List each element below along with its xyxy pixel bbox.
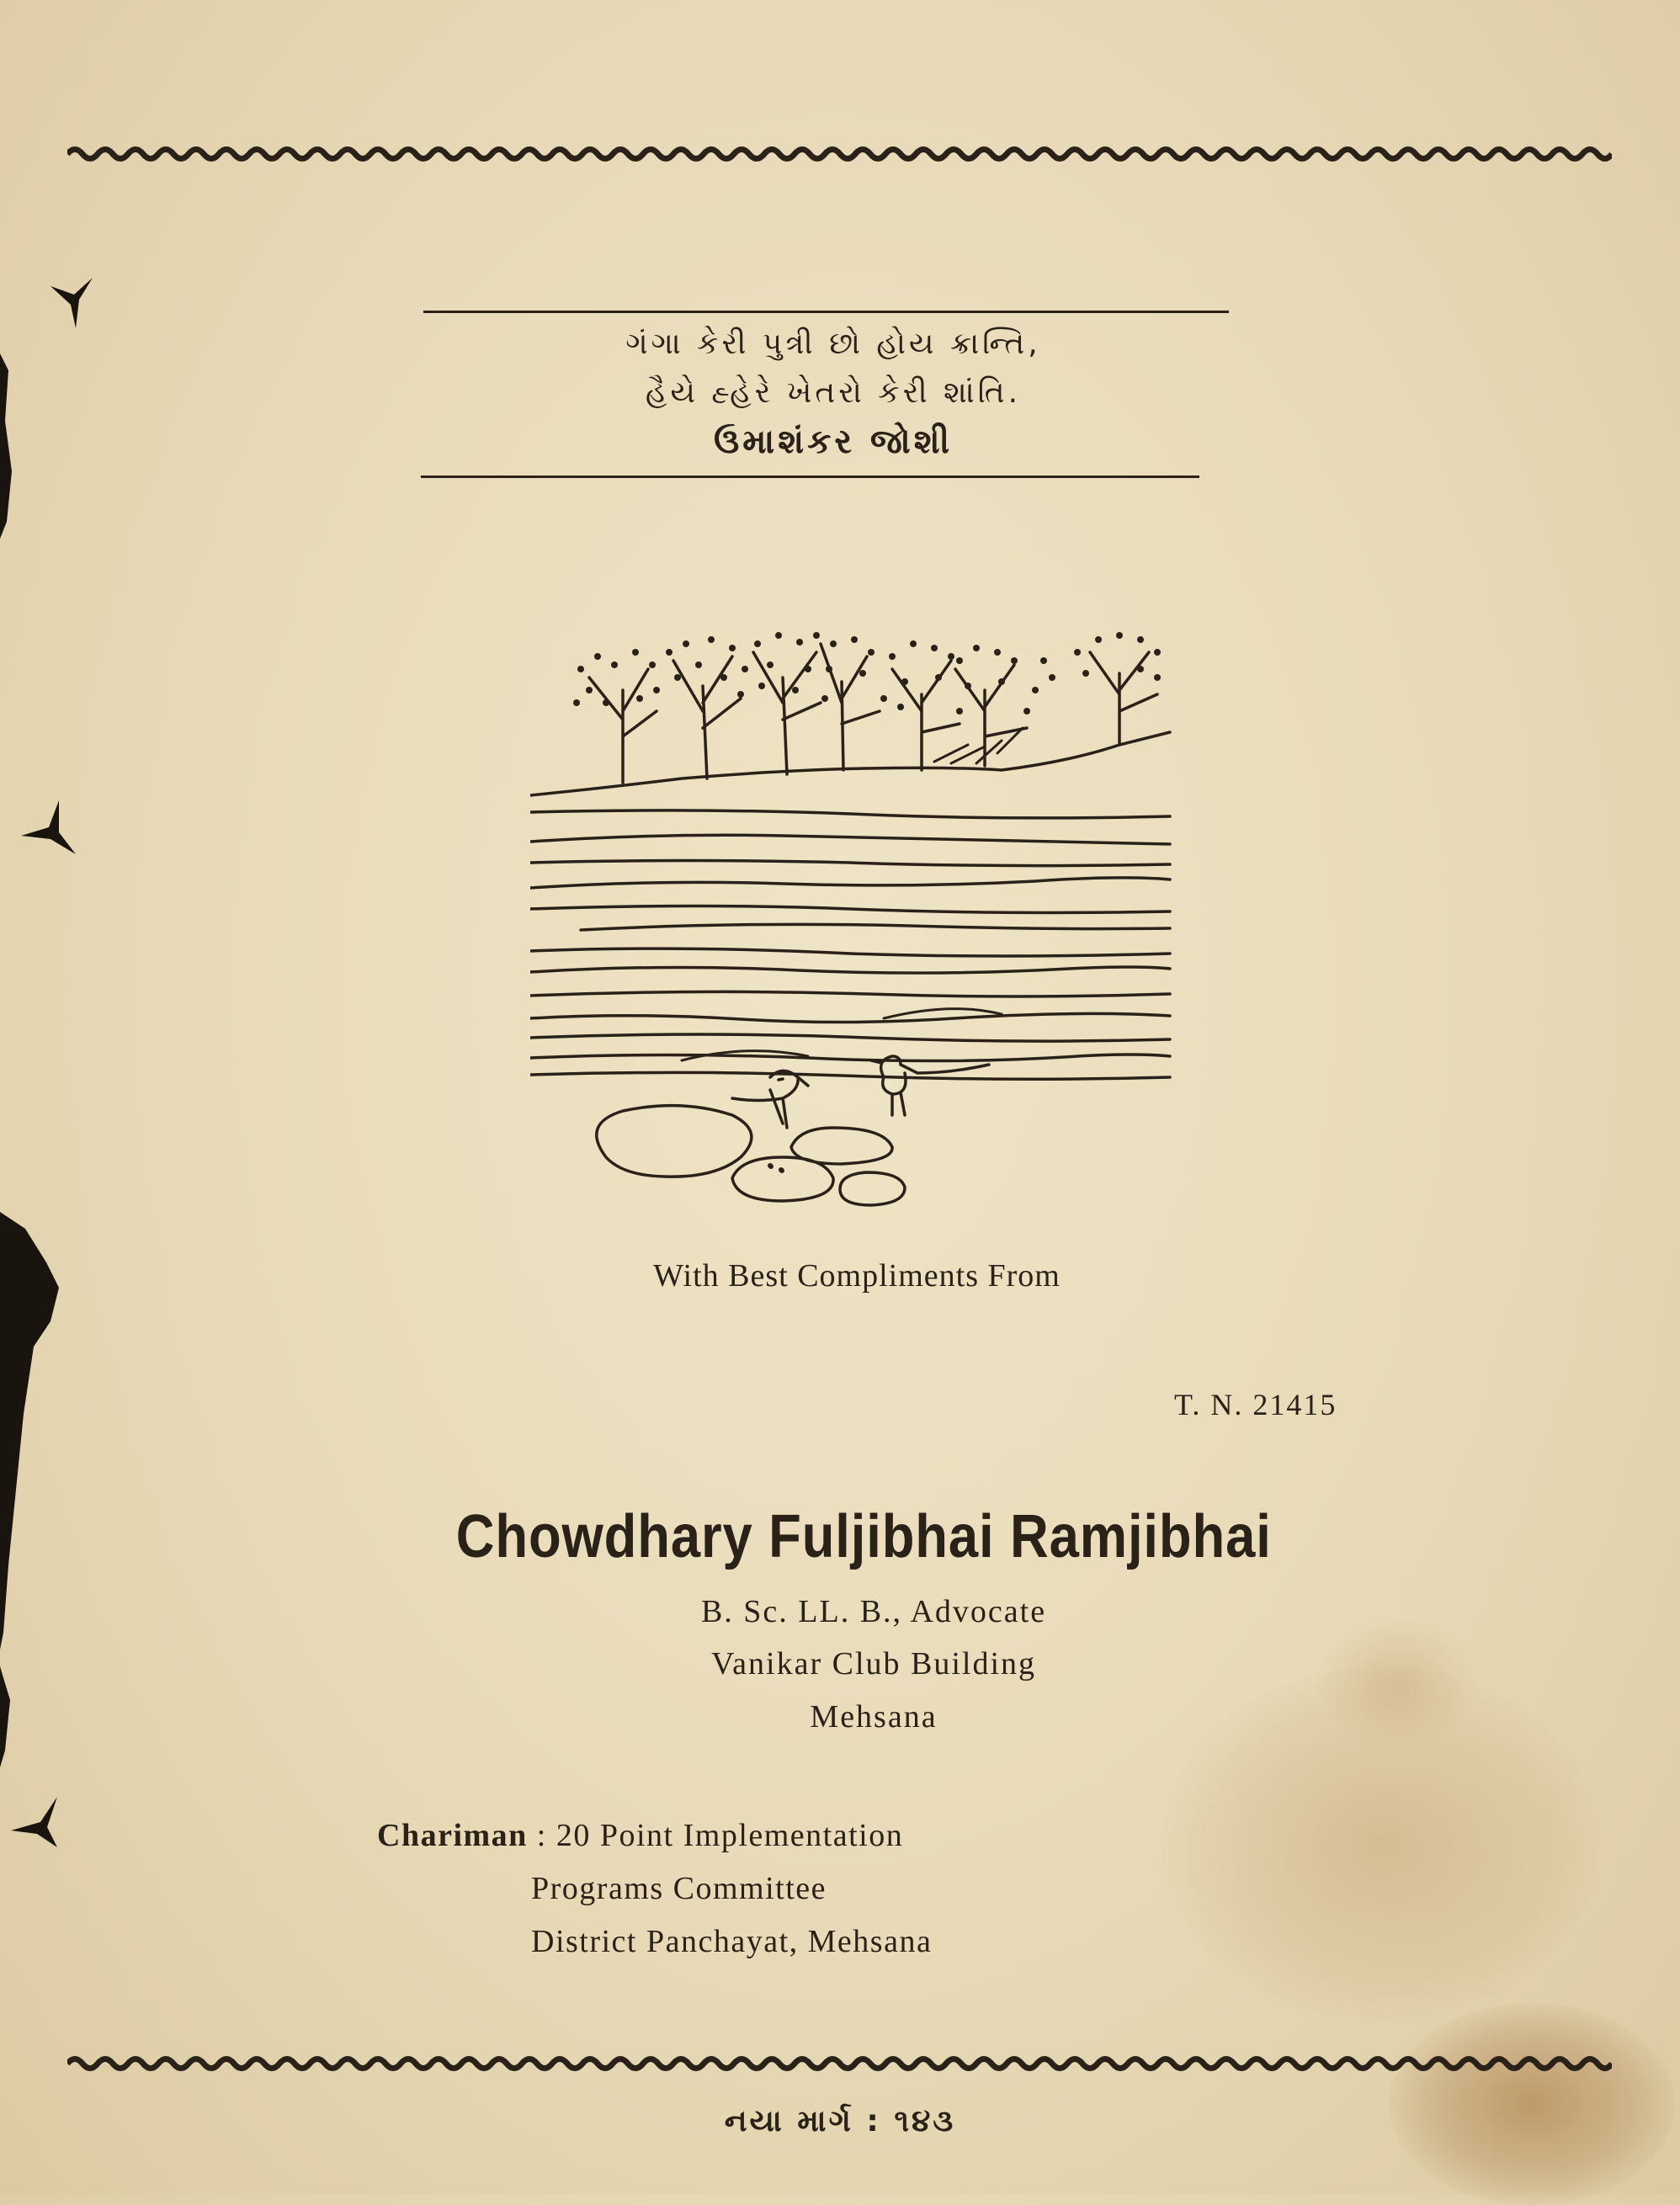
verse-line-1: ગંગા કેરી પુત્રી છો હોય ક્રાન્તિ, xyxy=(625,327,1041,361)
bottom-wavy-border xyxy=(67,2051,1612,2076)
tree-icon xyxy=(1090,652,1157,745)
tree-icon xyxy=(821,644,880,770)
page-footer: નયા માર્ગ : ૧૪૩ xyxy=(724,2104,956,2139)
bird-icon xyxy=(871,1056,989,1115)
punch-hole-icon xyxy=(42,269,109,337)
verse-top-rule xyxy=(423,311,1229,313)
compliments-line: With Best Compliments From xyxy=(653,1258,1061,1294)
tree-icon xyxy=(589,669,657,783)
torn-edge xyxy=(0,353,76,1801)
building-line: Vanikar Club Building xyxy=(710,1646,1037,1682)
bird-icon xyxy=(732,1071,808,1129)
chairman-block xyxy=(377,1809,932,1969)
chairman-line-2: Programs Committee xyxy=(531,1871,827,1906)
chairman-label: Chariman xyxy=(377,1818,528,1853)
person-name: Chowdhary Fuljibhai Ramjibhai xyxy=(455,1503,1272,1570)
verse-line-2: હૈયે હ્હેરે ખેતરો કેરી શાંતિ. xyxy=(645,375,1022,410)
landscape-illustration xyxy=(530,619,1178,1225)
city-line: Mehsana xyxy=(810,1699,938,1735)
punch-hole-icon xyxy=(17,795,84,863)
verse-bottom-rule xyxy=(421,476,1199,478)
telephone-number: T. N. 21415 xyxy=(1174,1388,1337,1421)
chairman-line-1: : 20 Point Implementation xyxy=(536,1818,904,1853)
top-wavy-border xyxy=(67,141,1612,167)
tree-icon xyxy=(673,656,741,778)
chairman-line-3: District Panchayat, Mehsana xyxy=(531,1924,933,1959)
verse-author: ઉમાશંકર જોશી xyxy=(713,422,954,461)
qualification-line: B. Sc. LL. B., Advocate xyxy=(700,1594,1047,1629)
punch-hole-icon xyxy=(7,1788,74,1856)
